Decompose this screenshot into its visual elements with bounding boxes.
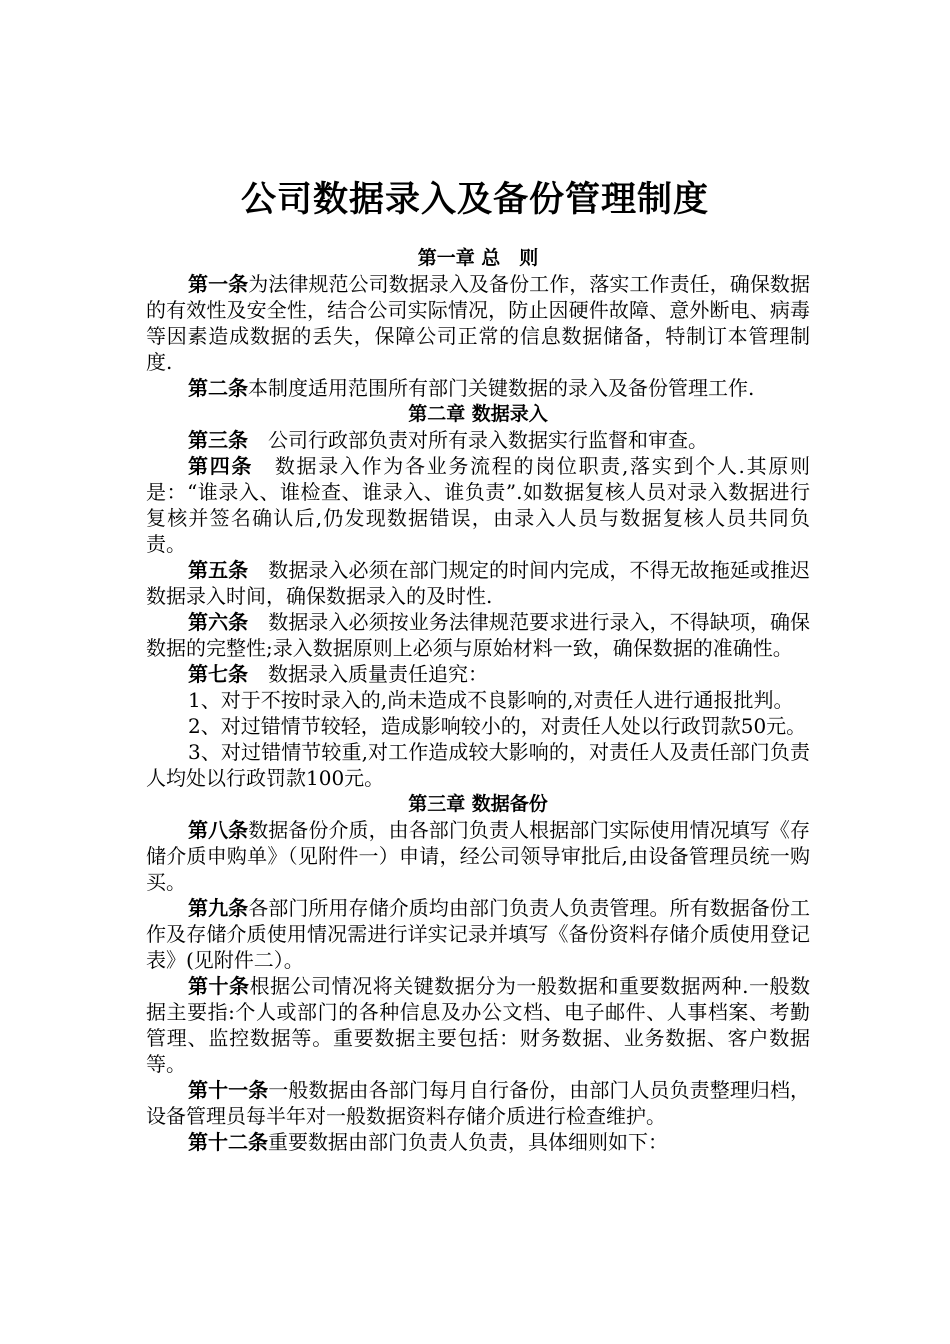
article-paragraph (146, 375, 810, 401)
article-label: 第四条 (188, 454, 254, 478)
list-item-text: 3、对过错情节较重,对工作造成较大影响的，对责任人及责任部门负责人均处以行政罚款100元。 (146, 740, 810, 790)
article-paragraph (146, 427, 810, 453)
list-item (146, 713, 810, 739)
article-label: 第三条 (188, 428, 248, 452)
article-text: 为法律规范公司数据录入及备份工作，落实工作责任，确保数据的有效性及安全性，结合公司实际情况，防止因硬件故障、意外断电、病毒等因素造成数据的丢失，保障公司正常的信息数据储备，特制订本管理制度. (146, 272, 811, 374)
article-paragraph (146, 817, 810, 895)
chapter-heading: 第三章 数据备份 (408, 793, 548, 815)
list-item (146, 739, 810, 791)
document-title: 公司数据录入及备份管理制度 (240, 180, 709, 220)
article-text: 数据录入质量责任追究： (268, 662, 488, 686)
article-text: 根据公司情况将关键数据分为一般数据和重要数据两种.一般数据主要指:个人或部门的各种信息及办公文档、电子邮件、人事档案、考勤管理、监控数据等。重要数据主要包括：财务数据、业务数据、客户数据等。 (146, 974, 811, 1076)
document-body (146, 245, 810, 1155)
article-label: 第十一条 (188, 1078, 269, 1102)
article-label: 第二条 (188, 376, 248, 400)
article-label: 第五条 (188, 558, 249, 582)
article-text: 数据录入必须在部门规定的时间内完成，不得无故拖延或推迟数据录入时间，确保数据录入的及时性. (146, 558, 811, 608)
article-paragraph (146, 609, 810, 661)
article-label: 第一条 (188, 272, 249, 296)
article-paragraph (146, 557, 810, 609)
article-label: 第十二条 (188, 1130, 268, 1154)
list-item (146, 687, 810, 713)
article-paragraph (146, 1129, 810, 1155)
chapter-heading: 第二章 数据录入 (408, 403, 548, 425)
article-paragraph (146, 973, 810, 1077)
article-text: 一般数据由各部门每月自行备份，由部门人员负责整理归档，设备管理员每半年对一般数据资料存储介质进行检查维护。 (146, 1078, 811, 1128)
article-text: 公司行政部负责对所有录入数据实行监督和审查。 (268, 428, 708, 452)
article-label: 第九条 (188, 896, 249, 920)
article-paragraph (146, 661, 810, 687)
article-paragraph (146, 895, 810, 973)
list-item-text: 2、对过错情节较轻，造成影响较小的，对责任人处以行政罚款50元。 (188, 714, 807, 738)
article-text: 本制度适用范围所有部门关键数据的录入及备份管理工作. (248, 376, 755, 400)
chapter-heading: 第一章 总 则 (417, 247, 539, 269)
article-paragraph (146, 271, 810, 375)
article-paragraph (146, 1077, 810, 1129)
article-text: 数据备份介质，由各部门负责人根据部门实际使用情况填写《存储介质申购单》（见附件一）申请，经公司领导审批后,由设备管理员统一购买。 (146, 818, 811, 894)
article-label: 第七条 (188, 662, 248, 686)
article-label: 第十条 (188, 974, 250, 998)
article-text: 重要数据由部门负责人负责，具体细则如下： (268, 1130, 668, 1154)
article-text: 数据录入作为各业务流程的岗位职责,落实到个人.其原则是：“谁录入、谁检查、谁录入、谁负责”.如数据复核人员对录入数据进行复核并签名确认后,仍发现数据错误，由录入人员与数据复核人员共同负责。 (146, 454, 811, 556)
article-text: 各部门所用存储介质均由部门负责人负责管理。所有数据备份工作及存储介质使用情况需进行详实记录并填写《备份资料存储介质使用登记表》(见附件二）。 (146, 896, 811, 972)
article-text: 数据录入必须按业务法律规范要求进行录入，不得缺项，确保数据的完整性;录入数据原则上必须与原始材料一致，确保数据的准确性。 (146, 610, 811, 660)
list-item-text: 1、对于不按时录入的,尚未造成不良影响的,对责任人进行通报批判。 (188, 688, 794, 712)
article-label: 第八条 (188, 818, 249, 842)
article-label: 第六条 (188, 610, 249, 634)
article-paragraph (146, 453, 810, 557)
